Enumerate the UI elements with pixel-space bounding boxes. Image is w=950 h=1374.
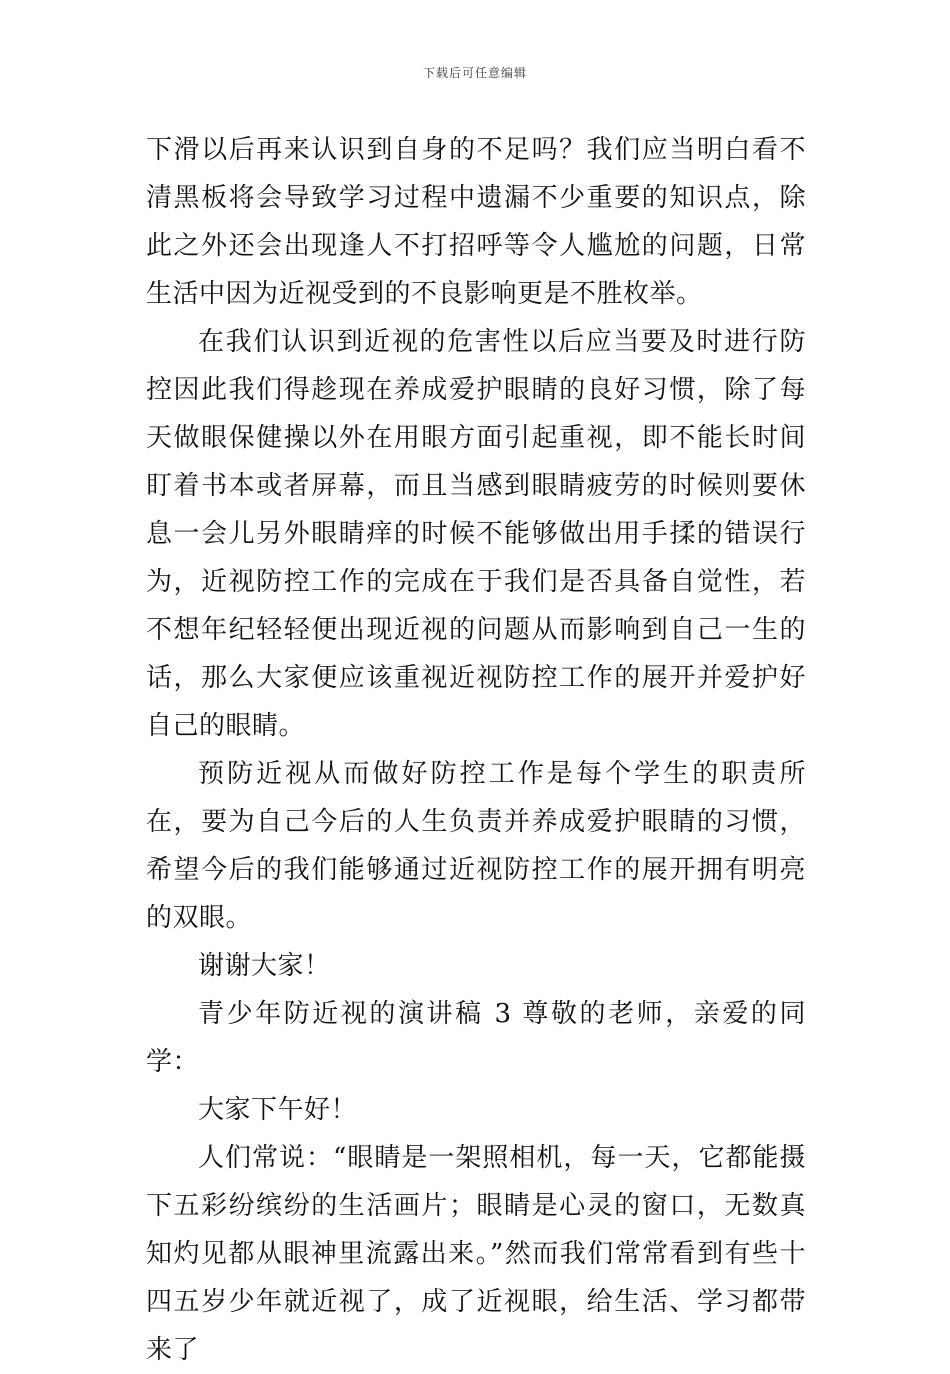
paragraph-thanks: 谢谢大家！ [198, 951, 331, 981]
paragraph-greeting: 大家下午好！ [198, 1095, 358, 1125]
paragraph-1: 下滑以后再来认识到自身的不足吗？我们应当明白看不清黑板将会导致学习过程中遗漏不少重要的知识点，除此之外还会出现逢人不打招呼等令人尴尬的问题，日常生活中因为近视受到的不良影响更是不胜枚举。 [146, 135, 806, 309]
paragraph-3: 预防近视从而做好防控工作是每个学生的职责所在，要为自己今后的人生负责并养成爱护眼睛的习惯，希望今后的我们能够通过近视防控工作的展开拥有明亮的双眼。 [146, 759, 806, 933]
paragraph-7: 人们常说：“眼睛是一架照相机，每一天，它都能摄下五彩纷缤纷的生活画片；眼睛是心灵的窗口，无数真知灼见都从眼神里流露出来。”然而我们常常看到有些十四五岁少年就近视了，成了近视眼，给生活、学习都带来了 [146, 1143, 806, 1365]
paragraph-2: 在我们认识到近视的危害性以后应当要及时进行防控因此我们得趁现在养成爱护眼睛的良好习惯，除了每天做眼保健操以外在用眼方面引起重视，即不能长时间盯着书本或者屏幕，而且当感到眼睛疲劳的时候则要休息一会儿另外眼睛痒的时候不能够做出用手揉的错误行为，近视防控工作的完成在于我们是否具备自觉性，若不想年纪轻轻便出现近视的问题从而影响到自己一生的话，那么大家便应该重视近视防控工作的展开并爱护好自己的眼睛。 [146, 327, 806, 741]
document-body [146, 126, 806, 1374]
paragraph-speech-title: 青少年防近视的演讲稿 3 尊敬的老师，亲爱的同学： [146, 999, 806, 1077]
page-header-note: 下载后可任意编辑 [422, 66, 527, 80]
